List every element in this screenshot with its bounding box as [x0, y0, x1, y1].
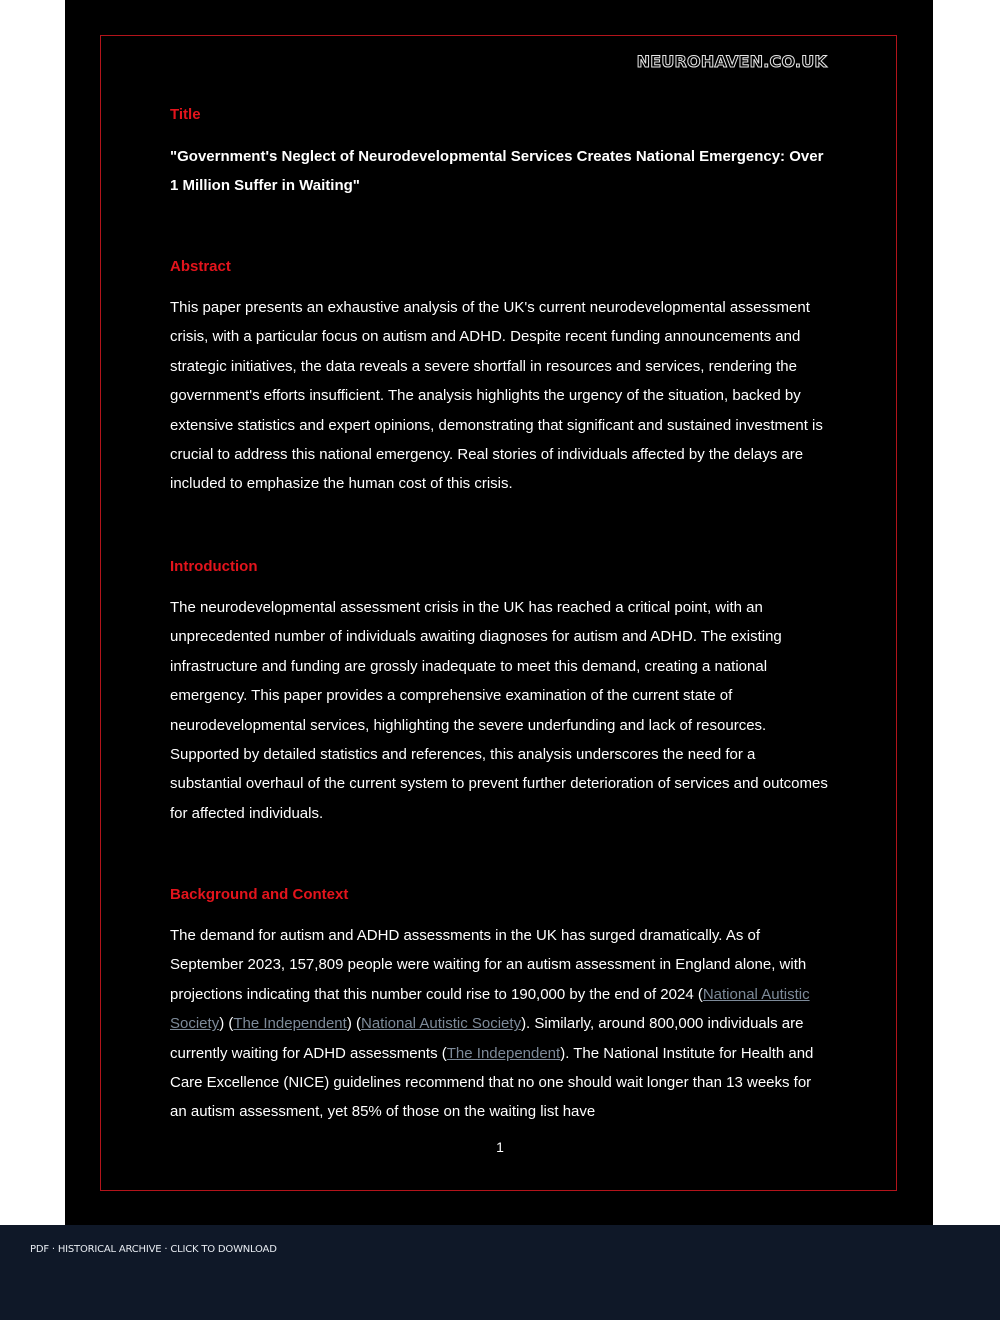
citation-link[interactable]: The Independent: [233, 1015, 347, 1033]
abstract-heading: Abstract: [170, 258, 231, 275]
download-footer-bar[interactable]: [0, 1225, 1000, 1320]
background-heading: Background and Context: [170, 886, 349, 903]
document-page: [65, 0, 933, 1225]
introduction-heading: Introduction: [170, 558, 258, 575]
introduction-text: The neurodevelopmental assessment crisis in the UK has reached a critical point, with an unprecedented number of individuals awaiting diagnoses for autism and ADHD. The existing infrastructure and funding are grossly inadequate to meet this demand, creating a national emergency. This paper provides a comprehensive examination of the current state of neurodevelopmental services, highlighting the severe underfunding and lack of resources. Supported by detailed statistics and references, this analysis underscores the need for a substantial overhaul of the current system to prevent further deterioration of services and outcomes for affected individuals.: [170, 599, 828, 822]
site-brand: NEUROHAVEN.CO.UK: [636, 52, 827, 71]
citation-link[interactable]: National Autistic Society: [360, 1015, 522, 1033]
citation-link[interactable]: The Independent: [446, 1044, 561, 1062]
abstract-text: This paper presents an exhaustive analysis of the UK's current neurodevelopmental assessment crisis, with a particular focus on autism and ADHD. Despite recent funding announcements and strategic initiatives, the data reveals a severe shortfall in resources and services, rendering the government's efforts insufficient. The analysis highlights the urgency of the situation, backed by extensive statistics and expert opinions, demonstrating that significant and sustained investment is crucial to address this national emergency. Real stories of individuals affected by the delays are included to emphasize the human cost of this crisis.: [170, 299, 823, 493]
download-link[interactable]: PDF · HISTORICAL ARCHIVE · CLICK TO DOWNLOAD: [30, 1244, 277, 1255]
title-heading: Title: [170, 106, 201, 123]
page-number: 1: [496, 1139, 504, 1155]
background-text: The demand for autism and ADHD assessments in the UK has surged dramatically. As of September 2023, 157,809 people were waiting for an autism assessment in England alone, with projections indicating that this number could rise to 190,000 by the end of 2024 (National Autistic Society) (The Independent) (National Autistic Society). Similarly, around 800,000 individuals are currently waiting for ADHD assessments (The Independent). The National Institute for Health and Care Excellence (NICE) guidelines recommend that no one should wait longer than 13 weeks for an autism assessment, yet 85% of those on the waiting list have: [170, 927, 814, 1121]
paper-title: "Government's Neglect of Neurodevelopmental Services Creates National Emergency: Over 1 Million Suffer in Waiting": [170, 148, 824, 194]
page-border-frame: [100, 35, 897, 1191]
citation-link[interactable]: National Autistic Society: [170, 985, 810, 1033]
